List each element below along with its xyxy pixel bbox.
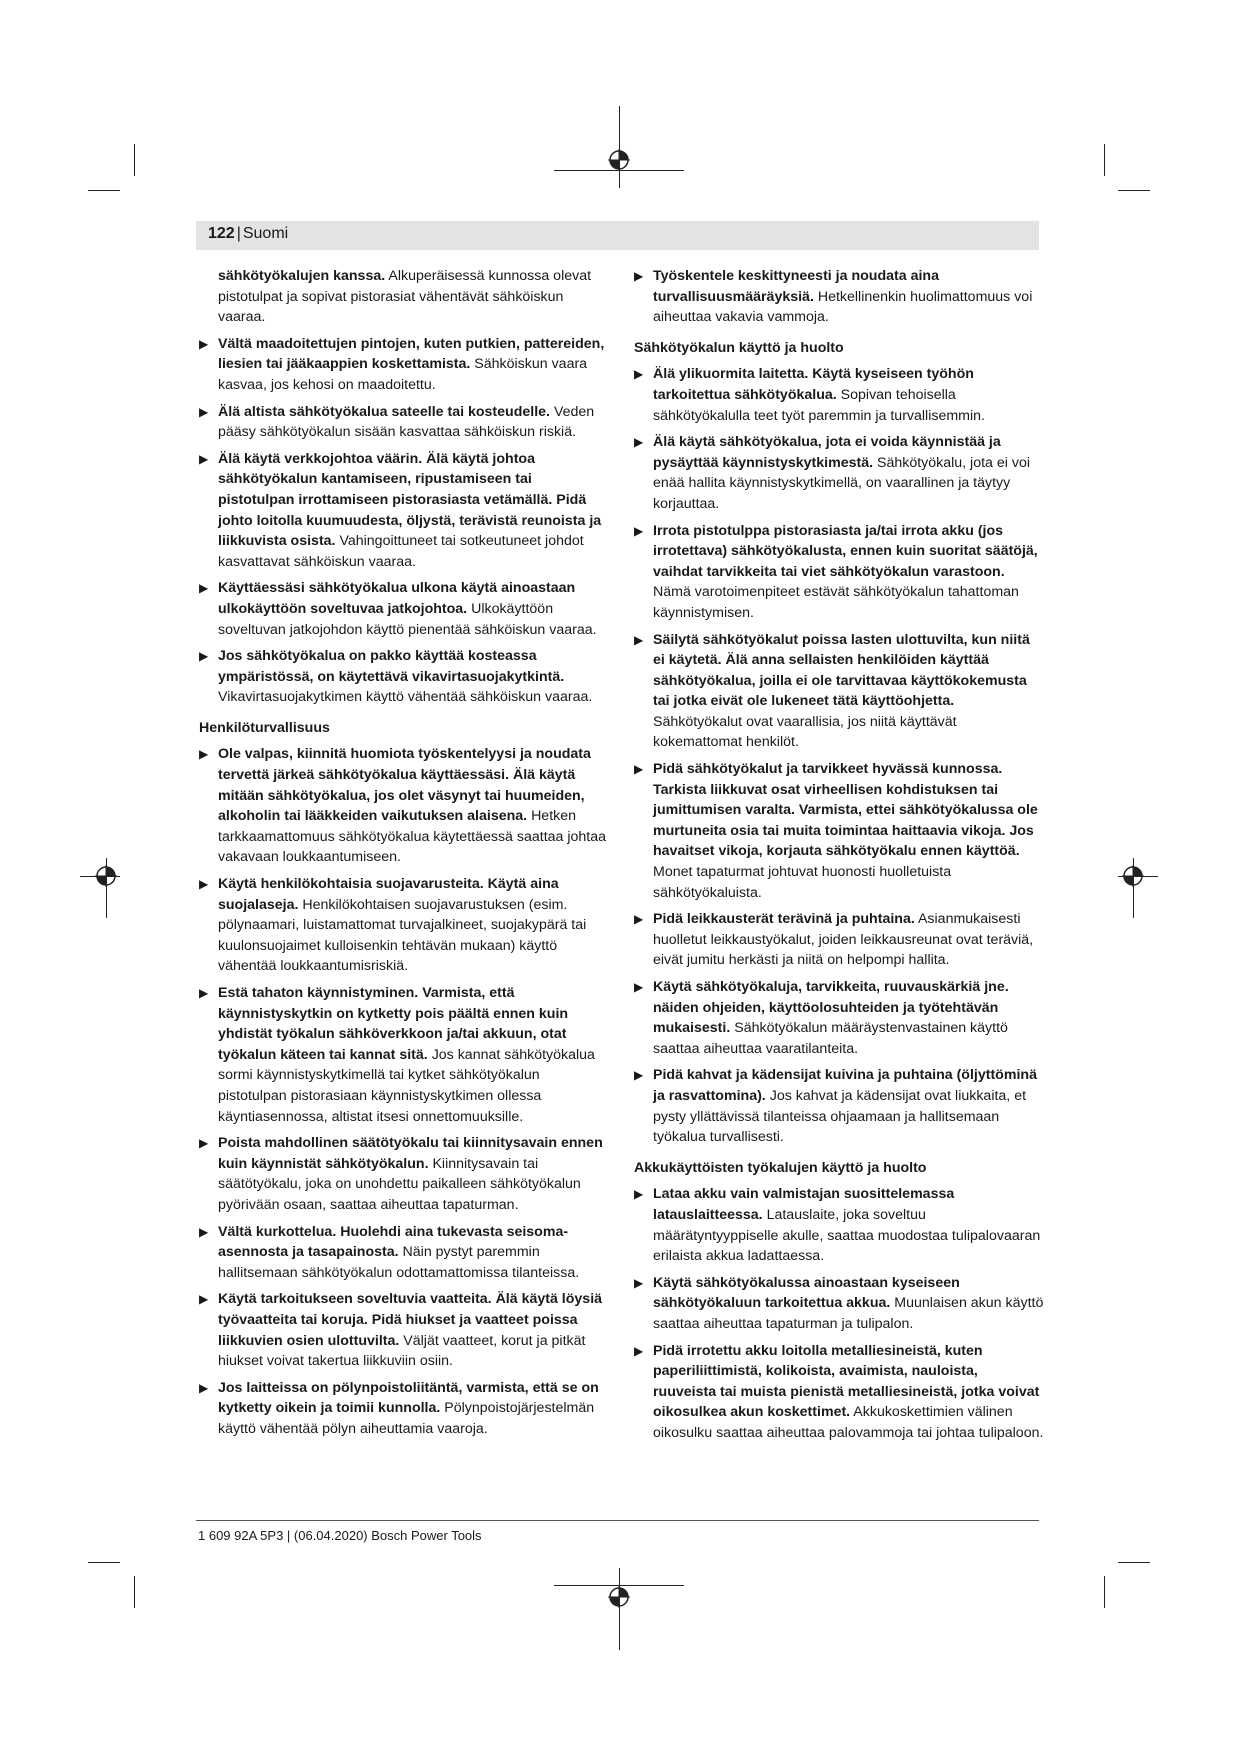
safety-item [199,449,609,573]
safety-item-bold: Vältä maadoitettujen pintojen, kuten putkien, pattereiden, liesien tai jääkaappien koskettamista. [218,335,605,373]
registration-mark-icon [608,1586,630,1608]
safety-item: ▶ Työskentele keskittyneesti ja noudata aina turvallisuusmääräyksiä. Hetkellinenkin huolimattomuus voi aiheuttaa vakavia vammoja. [634,268,1033,326]
right-triangle-icon: ▶ [634,632,644,647]
right-triangle-icon: ▶ [199,1380,209,1395]
electrical-safety-list [199,334,609,708]
registration-mark-icon [608,149,630,171]
safety-item-text: Nämä varotoimenpiteet estävät sähkötyökalun tahattoman käynnistymisen. [653,584,1019,621]
safety-item [634,909,1044,971]
safety-item-bold: Älä ylikuormita laitetta. Käytä kyseiseen työhön tarkoitettua sähkötyökalua. [653,366,974,403]
safety-item [199,874,609,977]
right-triangle-icon: ▶ [634,367,644,382]
safety-item [199,1222,609,1284]
safety-item-bold: Pidä irrotettu akku loitolla metalliesineistä, kuten paperiliittimistä, kolikoista, avaimista, nauloista, ruuveista tai muista pienistä metalliesineistä, jotka voivat oikosulkea akun koskettimet. [653,1342,1040,1421]
registration-mark-icon [1122,865,1144,887]
crop-mark [1104,1576,1105,1608]
crop-mark [88,190,120,191]
safety-item-text: Akkukoskettimien välinen oikosulku saattaa aiheuttaa palovammoja tai johtaa tulipaloon. [653,1404,1044,1441]
safety-item-bold: Pidä kahvat ja kädensijat kuivina ja puhtaina (öljyttöminä ja rasvattomina). [653,1067,1037,1104]
safety-item [634,432,1044,514]
registration-mark-icon [95,865,117,887]
safety-item [199,983,609,1127]
right-triangle-icon: ▶ [634,435,644,450]
safety-item-text: Kiinnitysavain tai säätötyökalu, joka on unohdettu paikalleen sähkötyökalun pyörivään osaan, saattaa aiheuttaa tapaturman. [218,1155,581,1213]
right-triangle-icon: ▶ [199,404,209,419]
safety-item-bold: Irrota pistotulppa pistorasiasta ja/tai irrota akku (jos irrotettava) sähkötyökalusta, ennen kuin suoritat säätöjä, vaihdat tarvikkeita tai viet sähkötyökalun varastoon. [653,522,1038,580]
safety-item [199,334,609,396]
right-triangle-icon: ▶ [199,1292,209,1307]
safety-item-text: Monet tapaturmat johtuvat huonosti huolletuista sähkötyökaluista. [653,864,952,901]
safety-item-bold: Säilytä sähkötyökalut poissa lasten ulottuvilta, kun niitä ei käytetä. Älä anna sellaisten henkilöiden käyttää sähkötyökalua, joilla ei ole tarvittavaa käyttökokemusta tai jotka eivät ole lukeneet tätä käyttöohjetta. [653,631,1030,710]
safety-item-text: Jos kannat sähkötyökalua sormi käynnistyskytkimellä tai kytket sähkötyökalun pistotulpan pistorasiaan käynnistyskytkimen ollessa käyntiasennossa, altistat itsesi onnettomuuksille. [218,1046,595,1125]
footer-rule [196,1520,1039,1521]
safety-item-bold: Älä altista sähkötyökalua sateelle tai kosteudelle. [218,403,550,420]
crop-mark [1118,190,1150,191]
safety-item-text: Ulkokäyttöön soveltuvan jatkojohdon käyttö pienentää sähköiskun vaaraa. [218,600,597,638]
safety-item-text: Jos kahvat ja kädensijat ovat liukkaita, et pysty yllättävissä tilanteissa ohjaamaan ja hallitsemaan työkalua turvallisesti. [653,1087,1027,1146]
safety-item-text: Veden pääsy sähkötyökalun sisään kasvattaa sähköiskun riskiä. [218,403,595,441]
safety-item-bold: Käytä sähkötyökalussa ainoastaan kyseiseen sähkötyökaluun tarkoitettua akkua. [653,1274,960,1312]
right-triangle-icon: ▶ [634,269,644,283]
safety-item-text: Sähkötyökalun määräystenvastainen käyttö saattaa aiheuttaa vaaratilanteita. [653,1020,1008,1057]
tool-use-list [634,364,1044,1147]
safety-item [199,646,609,708]
right-triangle-icon: ▶ [199,1136,209,1151]
safety-item [634,759,1044,903]
page-number-label [208,225,288,243]
safety-item-bold: Pidä leikkausterät terävinä ja puhtaina. [653,911,915,928]
section-heading-use: Sähkötyökalun käyttö ja huolto [634,339,844,356]
right-triangle-icon: ▶ [199,986,209,1000]
right-triangle-icon: ▶ [634,1068,644,1083]
right-triangle-icon: ▶ [634,912,644,927]
safety-item [199,1289,609,1371]
safety-item-text: Hetken tarkkaamattomuus sähkötyökalua käytettäessä saattaa johtaa vakavaan loukkaantumiseen. [218,808,607,866]
safety-item-bold: Ole valpas, kiinnitä huomiota työskentelyysi ja noudata tervettä järkeä sähkötyökalua käyttäessäsi. Älä käytä mitään sähkötyökalua, jos olet väsynyt tai huumeiden, alkoholin tai lääkkeiden vaikutuksen alaisena. [218,746,591,825]
safety-item-text: Sopivan tehoisella sähkötyökalulla teet työt paremmin ja turvallisemmin. [653,386,985,424]
safety-item-text: Sähköiskun vaara kasvaa, jos kehosi on maadoitettu. [218,356,588,393]
right-triangle-icon: ▶ [199,877,209,892]
safety-item-text: Sähkötyökalut ovat vaarallisia, jos niitä käyttävät kokemattomat henkilöt. [653,713,957,751]
header-separator: | [236,225,241,242]
reg-line [619,1568,620,1650]
safety-item [634,364,1044,426]
safety-item-text: Väljät vaatteet, korut ja pitkät hiukset voivat takertua liikkuviin osiin. [218,1332,586,1370]
right-triangle-icon: ▶ [634,762,644,777]
safety-item-bold: Jos sähkötyökalua on pakko käyttää kosteassa ympäristössä, on käytettävä vikavirtasuojakytkintä. [218,648,565,685]
safety-item [199,578,609,640]
safety-item-bold: Lataa akku vain valmistajan suosittelemassa latauslaitteessa. [653,1186,955,1223]
safety-item [634,1184,1044,1266]
safety-item-text: Näin pystyt paremmin hallitsemaan sähkötyökalun odottamattomissa tilanteissa. [218,1244,580,1281]
crop-mark [88,1562,120,1563]
right-triangle-icon: ▶ [634,980,644,994]
right-triangle-icon: ▶ [199,649,209,664]
page-number: 122 [208,225,235,242]
safety-item-bold: Käytä sähkötyökaluja, tarvikkeita, ruuvauskärkiä jne. näiden ohjeiden, käyttöolosuhteiden ja työtehtävän mukaisesti. [653,979,1009,1037]
header-language: Suomi [242,225,289,242]
continued-paragraph: sähkötyökalujen kanssa. Alkuperäisessä kunnossa olevat pistotulpat ja sopivat pistorasiat vähentävät sähköiskun vaaraa. [218,268,592,326]
right-triangle-icon: ▶ [199,451,209,466]
safety-item [634,1341,1044,1444]
safety-item [199,1378,609,1440]
safety-item-text: Sähkötyökalu, jota ei voi enää hallita käynnistyskytkimellä, on vaarallinen ja täytyy korjauttaa. [653,454,1030,512]
right-column [634,266,1044,1449]
left-column [199,266,609,1445]
safety-item [634,977,1044,1059]
safety-item [634,1065,1044,1147]
right-triangle-icon: ▶ [634,1343,644,1358]
right-triangle-icon: ▶ [634,1187,644,1202]
safety-item-text: Asianmukaisesti huolletut leikkaustyökalut, joiden leikkausreunat ovat teräviä, eivät jumitu herkästi ja niitä on helpompi hallita. [653,911,1034,969]
section-heading-battery: Akkukäyttöisten työkalujen käyttö ja huolto [634,1159,927,1176]
footer-text: 1 609 92A 5P3 | (06.04.2020) Bosch Power Tools [198,1528,482,1543]
right-triangle-icon: ▶ [199,1224,209,1239]
safety-item-bold: Käytä tarkoitukseen soveltuvia vaatteita. Älä käytä löysiä työvaatteita tai koruja. Pidä hiukset ja vaatteet poissa liikkuvien osien ulottuvilta. [218,1291,603,1349]
safety-item-bold: Poista mahdollinen säätötyökalu tai kiinnitysavain ennen kuin käynnistät sähkötyökalun. [218,1135,603,1172]
right-triangle-icon: ▶ [199,336,209,351]
page-header [196,221,1039,250]
safety-item-text: Latauslaite, joka soveltuu määrätyntyyppiselle akulle, saattaa muodostaa tulipalovaaran erilaista akkua ladattaessa. [653,1206,1041,1265]
safety-item-text: Muunlaisen akun käyttö saattaa aiheuttaa tapaturman ja tulipalon. [653,1295,1044,1332]
right-triangle-icon: ▶ [634,523,644,538]
safety-item-bold: Älä käytä verkkojohtoa väärin. Älä käytä johtoa sähkötyökalun kantamiseen, ripustamiseen tai pistotulpan irrottamiseen pistorasiasta vetämällä. Pidä johto loitolla kuumuudesta, öljystä, terävistä reunoista ja liikkuvista osista. [218,450,602,550]
reg-line [619,106,620,188]
safety-item-text: Pölynpoistojärjestelmän käyttö vähentää pölyn aiheuttamia vaaroja. [218,1400,595,1437]
section-heading-personal: Henkilöturvallisuus [199,719,330,736]
safety-item-bold: Pidä sähkötyökalut ja tarvikkeet hyvässä kunnossa. Tarkista liikkuvat osat virheellisen kohdistuksen tai jumittumisen varalta. Varmista, ettei sähkötyökalussa ole murtuneita osia tai muita toimintaa haittaavia vikoja. Jos havaitset vikoja, korjauta sähkötyökalu ennen käyttöä. [653,761,1038,860]
safety-item-bold: Estä tahaton käynnistyminen. Varmista, että käynnistyskytkin on kytketty pois päältä ennen kuin yhdistät työkalun sähköverkkoon ja/tai akkuun, otat työkalun käteen tai kannat sitä. [218,985,569,1063]
right-triangle-icon: ▶ [199,747,209,762]
safety-item [634,1273,1044,1335]
safety-item-bold: Käyttäessäsi sähkötyökalua ulkona käytä ainoastaan ulkokäyttöön soveltuvaa jatkojohtoa. [218,580,576,617]
crop-mark [1118,1562,1150,1563]
battery-use-list [634,1184,1044,1443]
safety-item [199,744,609,868]
safety-item-bold: Älä käytä sähkötyökalua, jota ei voida käynnistää ja pysäyttää käynnistyskytkimestä. [653,434,1001,471]
safety-item [634,521,1044,624]
crop-mark [134,144,135,176]
safety-item-text: Vahingoittuneet tai sotkeutuneet johdot kasvattavat sähköiskun vaaraa. [218,533,584,570]
safety-item-text: Vikavirtasuojakytkimen käyttö vähentää sähköiskun vaaraa. [218,689,593,706]
personal-safety-list [199,744,609,1439]
safety-item-bold: Käytä henkilökohtaisia suojavarusteita. Käytä aina suojalaseja. [218,876,559,913]
right-triangle-icon: ▶ [634,1275,644,1290]
crop-mark [1104,144,1105,176]
safety-item-text: Henkilökohtaisen suojavarustuksen (esim. pölynaamari, luistamattomat turvajalkineet, suojakypärä tai kuulonsuojaimet kulloisenkin tehtävän mukaan) käyttö vähentää loukkaantumisriskiä. [218,896,587,975]
right-triangle-icon: ▶ [199,581,209,596]
safety-item-bold: Vältä kurkottelua. Huolehdi aina tukevasta seisoma-asennosta ja tasapainosta. [218,1223,569,1261]
safety-item [634,630,1044,754]
safety-item [199,1133,609,1215]
safety-item [199,402,609,443]
safety-item-bold: Jos laitteissa on pölynpoistoliitäntä, varmista, että se on kytketty oikein ja toimii kunnolla. [218,1379,599,1417]
crop-mark [134,1576,135,1608]
